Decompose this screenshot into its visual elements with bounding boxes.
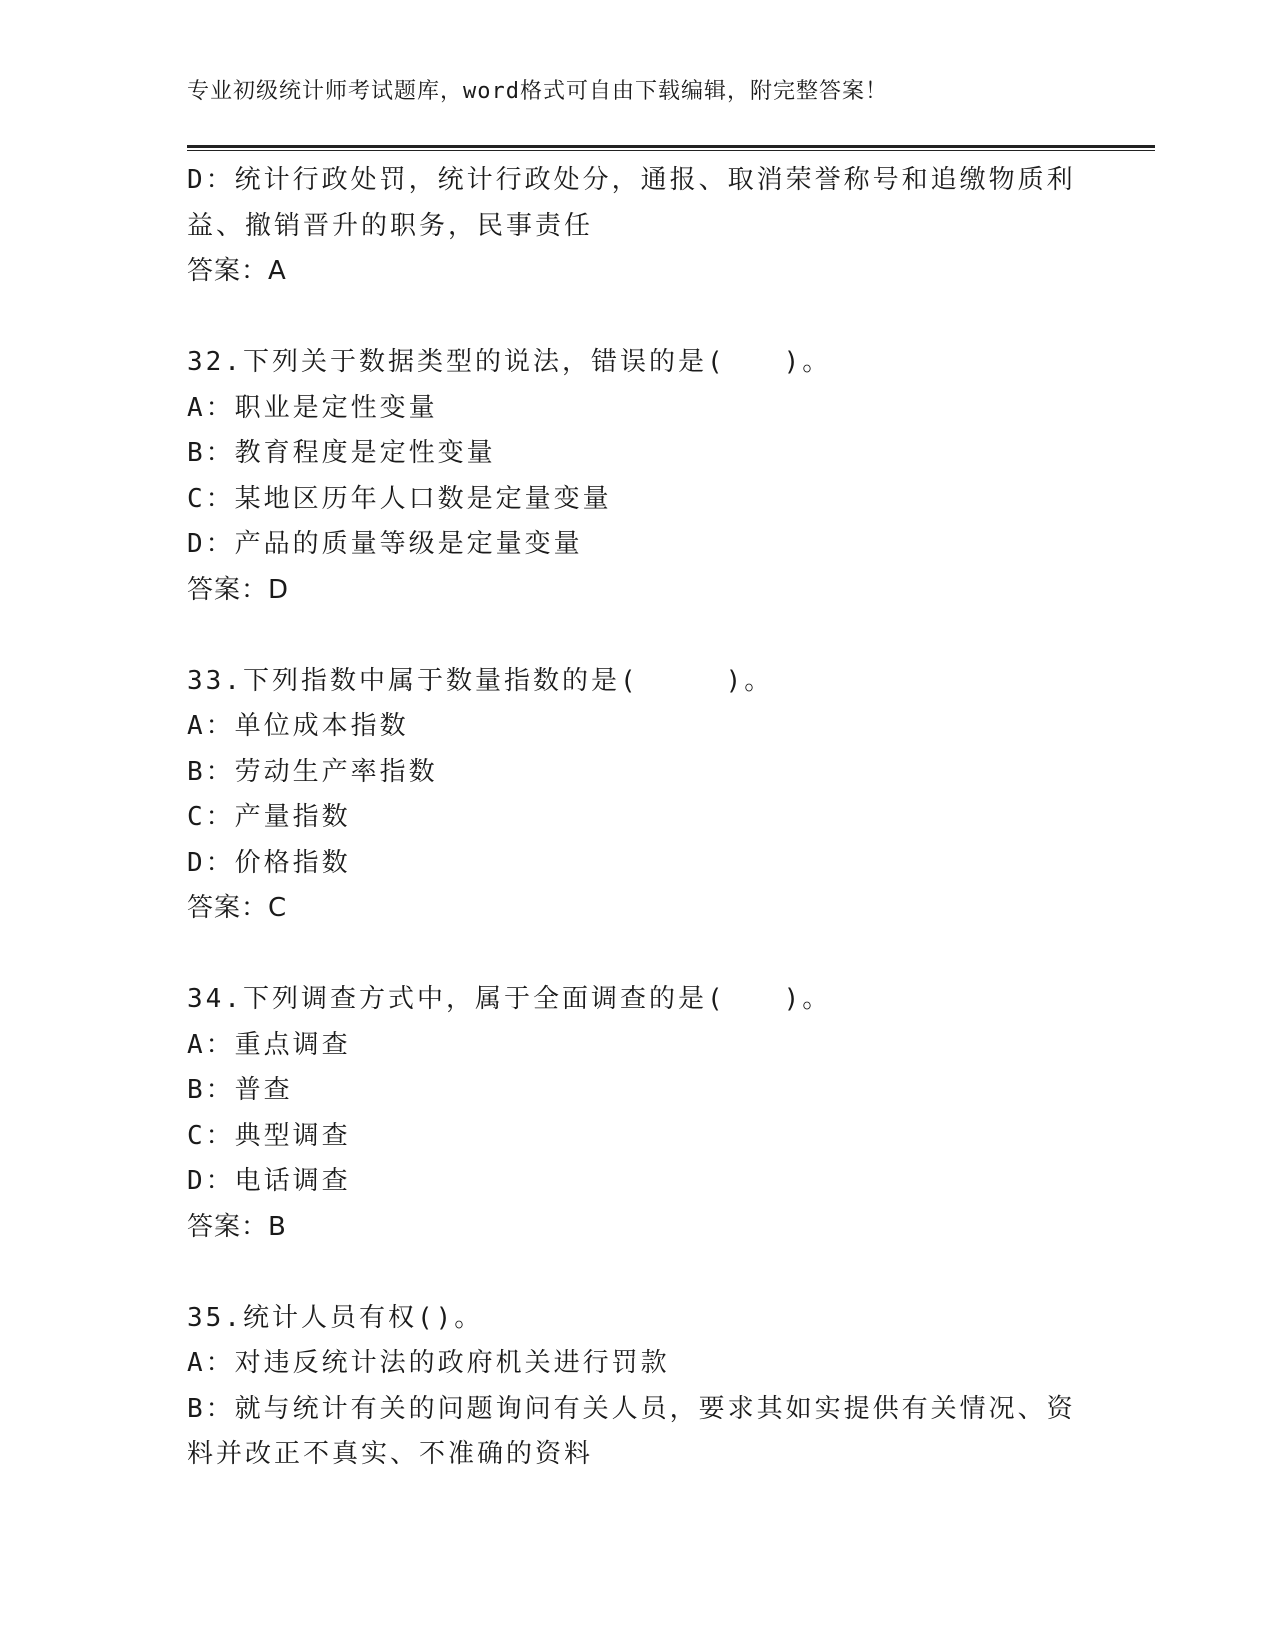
header-divider-thick [187,145,1155,148]
option-line: C：典型调查 [187,1120,351,1151]
option-line: B：教育程度是定性变量 [187,438,496,468]
option-line: A：重点调查 [187,1029,351,1060]
header-divider-thin [187,150,1155,151]
option-line: A：职业是定性变量 [187,392,438,423]
option-line: 料并改正不真实、不准确的资料 [187,1439,594,1469]
option-line: A：单位成本指数 [187,711,409,741]
question-list [187,158,1087,1478]
option-line: D：产品的质量等级是定量变量 [187,529,583,559]
option-line: B：就与统计有关的问题询问有关人员，要求其如实提供有关情况、资 [187,1393,1076,1424]
question-stem: 34.下列调查方式中，属于全面调查的是( )。 [187,984,832,1014]
block-gap [187,932,1087,978]
question-stem: 35.统计人员有权()。 [187,1302,484,1333]
option-line: D：统计行政处罚，统计行政处分，通报、取消荣誉称号和追缴物质利 [187,165,1076,195]
answer-line: 答案：A [187,256,287,286]
block-gap [187,295,1087,341]
option-line: C：产量指数 [187,802,351,832]
block-gap [187,1250,1087,1296]
question-block [187,659,1087,932]
question-stem: 32.下列关于数据类型的说法，错误的是( )。 [187,347,832,377]
option-line: B：普查 [187,1075,293,1105]
option-line: B：劳动生产率指数 [187,756,438,787]
question-block [187,158,1087,295]
question-block [187,977,1087,1250]
option-line: D：电话调查 [187,1166,351,1196]
question-block [187,1296,1087,1478]
question-stem: 33.下列指数中属于数量指数的是( )。 [187,665,774,696]
option-line: D：价格指数 [187,847,351,878]
question-block [187,340,1087,613]
option-line: C：某地区历年人口数是定量变量 [187,483,612,514]
answer-line: 答案：C [187,893,288,923]
header-divider [187,145,1155,152]
option-line: A：对违反统计法的政府机关进行罚款 [187,1348,670,1378]
answer-line: 答案：B [187,1211,287,1242]
page-header: 专业初级统计师考试题库，word格式可自由下载编辑，附完整答案！ [187,79,888,104]
block-gap [187,613,1087,659]
option-line: 益、撤销晋升的职务，民事责任 [187,210,594,241]
answer-line: 答案：D [187,574,290,605]
